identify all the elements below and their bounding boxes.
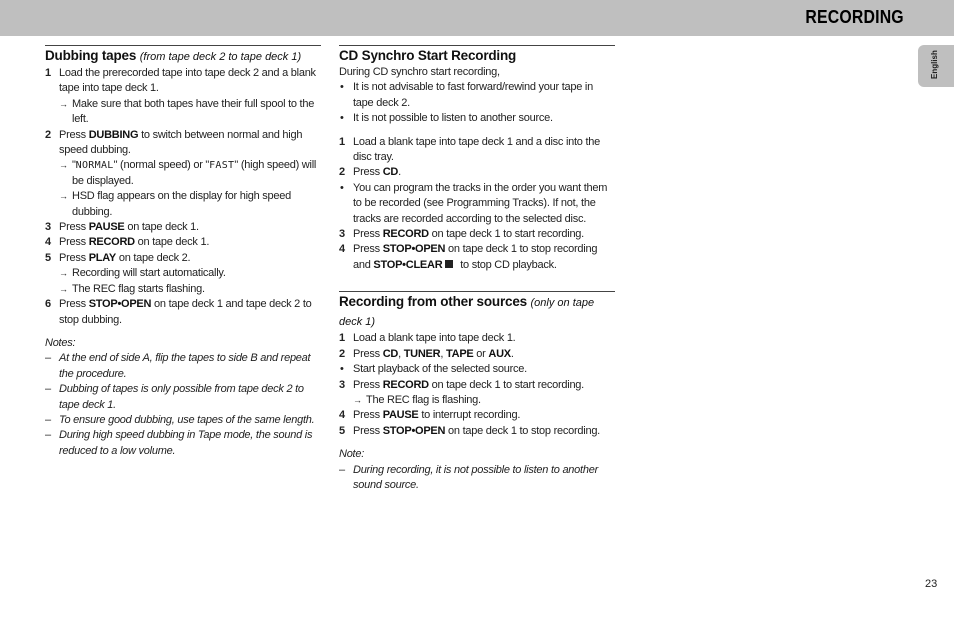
step-number: 3	[339, 228, 345, 241]
step-text: Load a blank tape into tape deck 1.	[353, 332, 516, 345]
spacer	[339, 273, 615, 291]
step-text: on tape deck 1 to stop recording and	[353, 243, 598, 271]
step	[45, 66, 321, 97]
button-name: RECORD	[382, 228, 429, 241]
section-subtitle: (only on tape deck 1)	[339, 297, 595, 329]
note-text: During recording, it is not possible to listen to another sound source.	[353, 463, 599, 491]
section-title-text: Recording from other sources	[339, 294, 527, 310]
step-text: Press	[353, 347, 383, 360]
button-name: PAUSE	[88, 221, 125, 234]
bullet-dot: •	[340, 81, 344, 94]
note-item	[45, 351, 321, 382]
step	[339, 227, 615, 242]
button-name: CD	[382, 347, 399, 360]
step-text: ,	[440, 347, 446, 360]
step-text: .	[398, 166, 401, 179]
step	[45, 128, 321, 159]
note-text: During high speed dubbing in Tape mode, the sound is reduced to a low volume.	[59, 429, 313, 457]
step-text: Load the prerecorded tape into tape deck 2 and a blank tape into tape deck 1.	[59, 67, 316, 95]
step-text: Press	[59, 221, 89, 234]
step	[339, 165, 615, 180]
step-number: 5	[45, 251, 51, 264]
step-number: 4	[339, 243, 345, 256]
button-name: TUNER	[403, 347, 441, 360]
step-number: 4	[45, 236, 51, 249]
step-text: to stop CD playback.	[457, 258, 557, 271]
step-number: 2	[45, 128, 51, 141]
step-text: .	[510, 347, 514, 360]
step-text: ,	[398, 347, 404, 360]
step-text: on tape deck 1 to stop recording.	[445, 424, 600, 437]
note-item	[339, 463, 615, 494]
bullet-dot: •	[340, 181, 344, 194]
display-text: FAST	[209, 160, 235, 172]
result-line	[45, 158, 321, 189]
section-title-dubbing	[45, 47, 321, 66]
bullet-item	[339, 362, 615, 377]
section-subtitle: (from tape deck 2 to tape deck 1)	[139, 51, 302, 63]
button-name: PLAY	[88, 251, 117, 264]
language-label: English	[930, 50, 939, 79]
dash-mark: –	[45, 383, 51, 396]
arrow-right-icon: →	[59, 98, 68, 109]
step-text: Press	[353, 228, 383, 241]
step-number: 1	[339, 135, 345, 148]
button-name: STOP•CLEAR	[373, 258, 443, 271]
section-rule	[45, 45, 321, 46]
column-right	[339, 45, 615, 493]
bullet-dot: •	[340, 363, 344, 376]
bullet-item	[339, 111, 615, 126]
step-text: Press	[59, 251, 89, 264]
note-text: At the end of side A, flip the tapes to side B and repeat the procedure.	[59, 352, 311, 380]
button-name: STOP•OPEN	[382, 424, 446, 437]
step-text: on tape deck 2.	[116, 251, 191, 264]
step-text: on tape deck 1 to start recording.	[428, 378, 584, 391]
note-item	[45, 382, 321, 413]
step-number: 3	[339, 378, 345, 391]
step	[45, 297, 321, 328]
step-text: Press	[353, 424, 383, 437]
step-number: 4	[339, 409, 345, 422]
button-name: DUBBING	[88, 128, 139, 141]
button-name: RECORD	[382, 378, 429, 391]
result-text: Make sure that both tapes have their full spool to the left.	[72, 97, 315, 126]
result-text: " (normal speed) or "	[113, 159, 210, 172]
result-text: "	[72, 159, 76, 172]
step-text: or	[473, 347, 489, 360]
result-text: Recording will start automatically.	[72, 267, 226, 280]
button-name: RECORD	[88, 236, 135, 249]
step-number: 1	[339, 332, 345, 345]
result-text: HSD flag appears on the display for high speed dubbing.	[72, 190, 292, 218]
dash-mark: –	[45, 413, 51, 426]
step-text: Press	[59, 236, 89, 249]
section-title-other-sources	[339, 293, 615, 331]
spacer	[339, 127, 615, 135]
notes-title: Notes:	[45, 336, 76, 349]
step	[339, 331, 615, 346]
bullet-item	[339, 80, 615, 111]
column-left	[45, 45, 321, 459]
button-name: STOP•OPEN	[88, 298, 152, 311]
note-item	[45, 413, 321, 428]
note-item	[45, 428, 321, 459]
section-rule	[339, 291, 615, 292]
step-text: on tape deck 1 to start recording.	[428, 228, 584, 241]
step-text: on tape deck 1.	[124, 221, 199, 234]
step-number: 2	[339, 166, 345, 179]
dash-mark: –	[339, 463, 345, 476]
bullet-item	[339, 181, 615, 227]
result-text: The REC flag starts flashing.	[72, 282, 205, 295]
result-line	[45, 97, 321, 128]
page-number: 23	[925, 578, 938, 590]
result-line	[45, 189, 321, 220]
step-text: Load a blank tape into tape deck 1 and a disc into the disc tray.	[353, 135, 601, 164]
step-text: on tape deck 1.	[134, 236, 210, 249]
step-number: 5	[339, 424, 345, 437]
dash-mark: –	[45, 352, 51, 365]
note-text: To ensure good dubbing, use tapes of the same length.	[59, 413, 315, 426]
arrow-right-icon: →	[353, 394, 362, 405]
spacer	[339, 439, 615, 447]
page-title: RECORDING	[805, 7, 904, 27]
section-title-cd-synchro: CD Synchro Start Recording	[339, 48, 517, 63]
step	[339, 408, 615, 423]
button-name: PAUSE	[382, 409, 419, 422]
section-title-text: Dubbing tapes	[45, 48, 137, 63]
step-text: Press	[353, 409, 383, 422]
bullet-text: It is not advisable to fast forward/rewind your tape in tape deck 2.	[353, 81, 593, 109]
bullet-text: It is not possible to listen to another source.	[353, 112, 553, 125]
step	[45, 251, 321, 266]
note-title: Note:	[339, 448, 365, 461]
step	[339, 242, 615, 273]
step	[45, 220, 321, 235]
step	[339, 378, 615, 393]
step-text: to interrupt recording.	[418, 409, 521, 422]
button-name: STOP•OPEN	[382, 243, 446, 256]
step	[45, 235, 321, 250]
step-number: 1	[45, 67, 51, 79]
dash-mark: –	[45, 429, 51, 442]
arrow-right-icon: →	[59, 268, 68, 279]
intro-text: During CD synchro start recording,	[339, 66, 500, 78]
stop-square-icon	[445, 260, 453, 268]
result-text: The REC flag is flashing.	[366, 393, 481, 406]
arrow-right-icon: →	[59, 160, 68, 171]
step-text: Press	[353, 378, 383, 391]
button-name: TAPE	[445, 347, 474, 360]
step-number: 2	[339, 347, 345, 360]
step-text: Press	[59, 128, 89, 141]
arrow-right-icon: →	[59, 191, 68, 202]
spacer	[45, 328, 321, 336]
section-rule	[339, 45, 615, 46]
bullet-dot: •	[340, 112, 344, 125]
language-tab	[918, 45, 954, 87]
result-text: " (high speed) will be displayed.	[72, 159, 317, 187]
step-number: 3	[45, 221, 51, 234]
step	[339, 424, 615, 439]
note-text: Dubbing of tapes is only possible from tape deck 2 to tape deck 1.	[59, 383, 304, 411]
step-text: Press	[353, 243, 383, 256]
step-text: on tape deck 1 and tape deck 2 to stop dubbing.	[59, 298, 312, 326]
button-name: AUX	[488, 347, 511, 360]
button-name: CD	[382, 166, 399, 179]
result-line	[339, 393, 615, 408]
arrow-right-icon: →	[59, 283, 68, 294]
step-text: Press	[59, 298, 89, 311]
bullet-text: You can program the tracks in the order you want them to be recorded (see Programming Tracks). If not, the tracks are recorded according to the selected disc.	[353, 181, 608, 225]
step-number: 6	[45, 298, 51, 311]
step	[339, 347, 615, 362]
bullet-text: Start playback of the selected source.	[353, 363, 527, 376]
result-line	[45, 266, 321, 281]
result-line	[45, 282, 321, 297]
step	[339, 135, 615, 166]
step-text: to switch between normal and high speed dubbing.	[59, 128, 303, 157]
display-text: NORMAL	[75, 160, 114, 172]
step-text: Press	[353, 166, 383, 179]
